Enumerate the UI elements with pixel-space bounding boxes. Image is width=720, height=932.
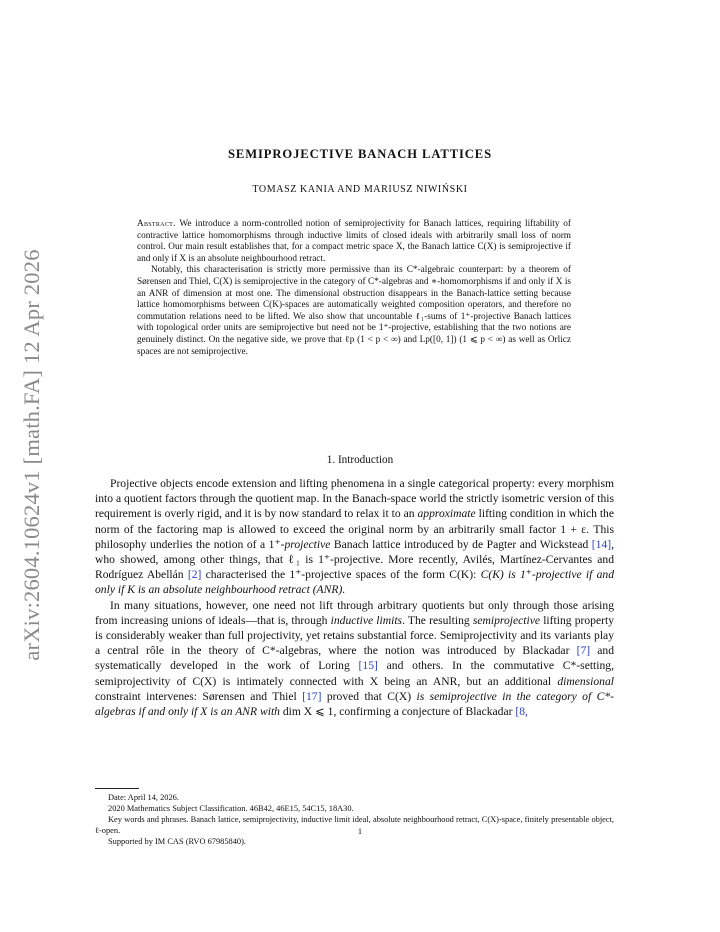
text-run: and others. In the commutative C*-setting, semiprojectivity of C(X) is intimately connected with X being an ANR, but an additional (95, 659, 614, 688)
footnotes (95, 792, 614, 847)
footnote-msc: 2020 Mathematics Subject Classification. 46B42, 46E15, 54C15, 18A30. (108, 804, 354, 813)
text-run: dim X ⩽ 1, confirming a conjecture of Blackadar (279, 705, 516, 719)
theorem-statement: is semiprojective in the category of C*-algebras if and only if X is an ANR with (95, 689, 614, 719)
citation-link[interactable]: [7] (576, 644, 591, 658)
citation-link[interactable]: [15] (358, 659, 378, 673)
text-run: constraint intervenes: Sørensen and Thiel (95, 689, 303, 703)
page-number: 1 (357, 827, 363, 836)
text-emphasis: -projective (280, 537, 331, 551)
citation-link[interactable]: [17] (302, 689, 322, 703)
text-run: Projective objects encode extension and lifting phenomena in a single categorical property: every morphism into a quotient factors through the quotient map. In the Banach-space world the strictly isometric version of this requirement is overly rigid, and it is by now standard to relax it to an (95, 477, 614, 521)
text-emphasis: dimensional (557, 674, 614, 688)
text-emphasis: inductive limits (330, 613, 403, 627)
text-run: lifting condition in which the norm of the factoring map is allowed to exceed the original norm by an arbitrarily small factor 1 + ε. This philosophy underlies the notion of a 1⁺ (95, 507, 614, 551)
section-heading-introduction: 1. Introduction (326, 454, 394, 466)
text-emphasis: approximate (417, 507, 476, 521)
citation-link[interactable]: [8, (515, 705, 528, 719)
text-run: characterised the 1⁺-projective spaces of the form C(K): (201, 568, 481, 582)
text-run: proved that C(X) (321, 689, 417, 703)
text-emphasis: semiprojective (472, 613, 541, 627)
paper-authors: TOMASZ KANIA AND MARIUSZ NIWIŃSKI (252, 184, 468, 195)
citation-link[interactable]: [14] (591, 537, 612, 551)
text-run: and systematically developed in the work of Loring (95, 644, 614, 673)
footnote-keywords: Key words and phrases. Banach lattice, semiprojectivity, inductive limit ideal, absolute neighbourhood retract, C(X)-space, finitely presentable object, ℓ-open. (95, 815, 614, 835)
introduction-paragraph-1 (95, 476, 614, 598)
text-run: In many situations, however, one need not lift through arbitrary quotients but only through those arising from increasing unions of ideals—that is, through (95, 598, 614, 627)
abstract-paragraph-2: Notably, this characterisation is strictly more permissive than its C*-algebraic counterpart: by a theorem of Sørensen and Thiel, C(X) is semiprojective in the category of C*-algebras and ∗-homomorphisms if and only if X is an ANR of dimension at most one. The dimensional obstruction disappears in the Banach-lattice setting because lattice homomorphisms between C(K)-spaces are automatically weighted composition operators, and therefore no commutation relations need to be lifted. We also show that uncountable ℓ₁-sums of 1⁺-projective Banach lattices with topological order units are semiprojective but need not be 1⁺-projective, establishing that the two notions are genuinely distinct. On the negative side, we prove that ℓp (1 < p < ∞) and Lp([0, 1]) (1 ⩽ p < ∞) as well as Orlicz spaces are not semiprojective. (137, 265, 571, 357)
abstract-text-1: We introduce a norm-controlled notion of semiprojectivity for Banach lattices, requiring liftability of contractive lattice homomorphisms through inductive limits of closed ideals with arbitrarily small loss of norm control. Our main result establishes that, for a compact metric space X, the Banach lattice C(X) is semiprojective if and only if X is an absolute neighbourhood retract. (137, 219, 571, 264)
introduction-body (95, 476, 614, 719)
footnote-support: Supported by IM CAS (RVO 67985840). (108, 837, 246, 846)
footnote-rule (95, 788, 139, 789)
footnote-date: Date: April 14, 2026. (108, 793, 179, 802)
text-run: , who showed, among other things, that ℓ₁ is 1⁺-projective. More recently, Avilés, Martínez-Cervantes and Rodríguez Abellán (95, 537, 615, 582)
introduction-paragraph-2 (95, 598, 614, 720)
abstract-paragraph-1 (137, 219, 571, 265)
abstract-label: Abstract. (137, 219, 176, 229)
theorem-statement: C(K) is 1⁺-projective if and only if K is an absolute neighbourhood retract (ANR). (95, 568, 614, 597)
text-run: . The resulting (402, 613, 473, 627)
citation-link[interactable]: [2] (187, 568, 202, 582)
arxiv-identifier: arXiv:2604.10624v1 [math.FA] 12 Apr 2026 (19, 249, 44, 661)
text-run: Banach lattice introduced by de Pagter and Wickstead (330, 537, 592, 551)
text-run: lifting property is considerably weaker than full projectivity, yet retains substantial force. Semiprojectivity and its variants play a central rôle in the theory of C*-algebras, where the notion was introduced by Blackadar (95, 613, 614, 658)
abstract (137, 219, 571, 358)
paper-title: SEMIPROJECTIVE BANACH LATTICES (228, 147, 492, 161)
